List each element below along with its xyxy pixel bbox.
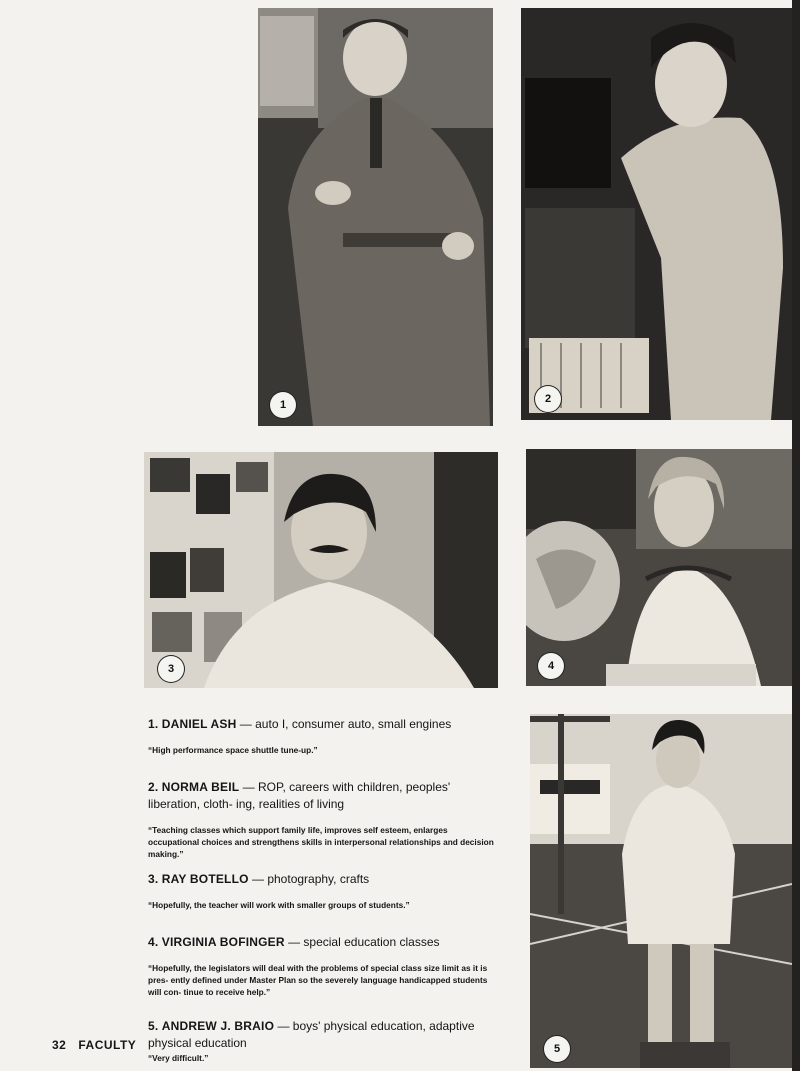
faculty-quote: “Teaching classes which support family life, improves self esteem, enlarges occupational choices and strengthens skills in interpersonal relationships and decision making.” <box>148 825 494 859</box>
faculty-name: DANIEL ASH <box>161 717 237 731</box>
faculty-quote: “Very difficult.” <box>148 1053 209 1063</box>
faculty-name: NORMA BEIL <box>161 780 240 794</box>
faculty-name-line <box>148 779 500 813</box>
entry-number: 3. <box>148 872 159 886</box>
section-title: FACULTY <box>78 1038 137 1052</box>
entry-number: 4. <box>148 935 159 949</box>
faculty-entry-5 <box>148 1018 500 1064</box>
faculty-name-line <box>148 934 500 951</box>
faculty-quote: “High performance space shuttle tune-up.” <box>148 745 318 755</box>
photo-number-badge: 1 <box>270 392 296 418</box>
faculty-name: RAY BOTELLO <box>161 872 249 886</box>
page-folio <box>52 1038 148 1052</box>
page-number: 32 <box>52 1038 67 1052</box>
photo-virginia-bofinger <box>526 449 792 686</box>
photo-norma-beil <box>521 8 792 420</box>
faculty-quote: “Hopefully, the legislators will deal with the problems of special class size limit as it is pres- ently defined under Master Plan so the severely language handicapped students will con- tinue to receive help.” <box>148 963 488 997</box>
photo-number-badge: 5 <box>544 1036 570 1062</box>
faculty-subjects: — special education classes <box>288 935 440 949</box>
faculty-name: ANDREW J. BRAIO <box>161 1019 275 1033</box>
faculty-entry-4 <box>148 934 500 998</box>
entry-number: 1. <box>148 717 159 731</box>
photo-daniel-ash <box>258 8 493 426</box>
faculty-name: VIRGINIA BOFINGER <box>161 935 285 949</box>
entry-number: 2. <box>148 780 159 794</box>
photo-ray-botello <box>144 452 498 688</box>
photo-number-badge: 3 <box>158 656 184 682</box>
page-edge-shadow <box>792 0 800 1071</box>
photo-andrew-braio <box>530 714 792 1068</box>
faculty-quote: “Hopefully, the teacher will work with smaller groups of students.” <box>148 900 410 910</box>
photo-number-badge: 4 <box>538 653 564 679</box>
faculty-subjects: — photography, crafts <box>252 872 370 886</box>
faculty-subjects: — auto I, consumer auto, small engines <box>239 717 452 731</box>
faculty-entry-3 <box>148 871 500 911</box>
faculty-name-line <box>148 716 500 733</box>
faculty-name-line <box>148 871 500 888</box>
faculty-entry-1 <box>148 716 500 756</box>
photo-number-badge: 2 <box>535 386 561 412</box>
faculty-subjects: — boys' physical education, adaptive physical education <box>148 1019 475 1050</box>
faculty-name-line <box>148 1018 500 1052</box>
entry-number: 5. <box>148 1019 159 1033</box>
faculty-entry-2 <box>148 779 500 860</box>
faculty-subjects: — ROP, careers with children, peoples' liberation, cloth- ing, realities of living <box>148 780 451 811</box>
